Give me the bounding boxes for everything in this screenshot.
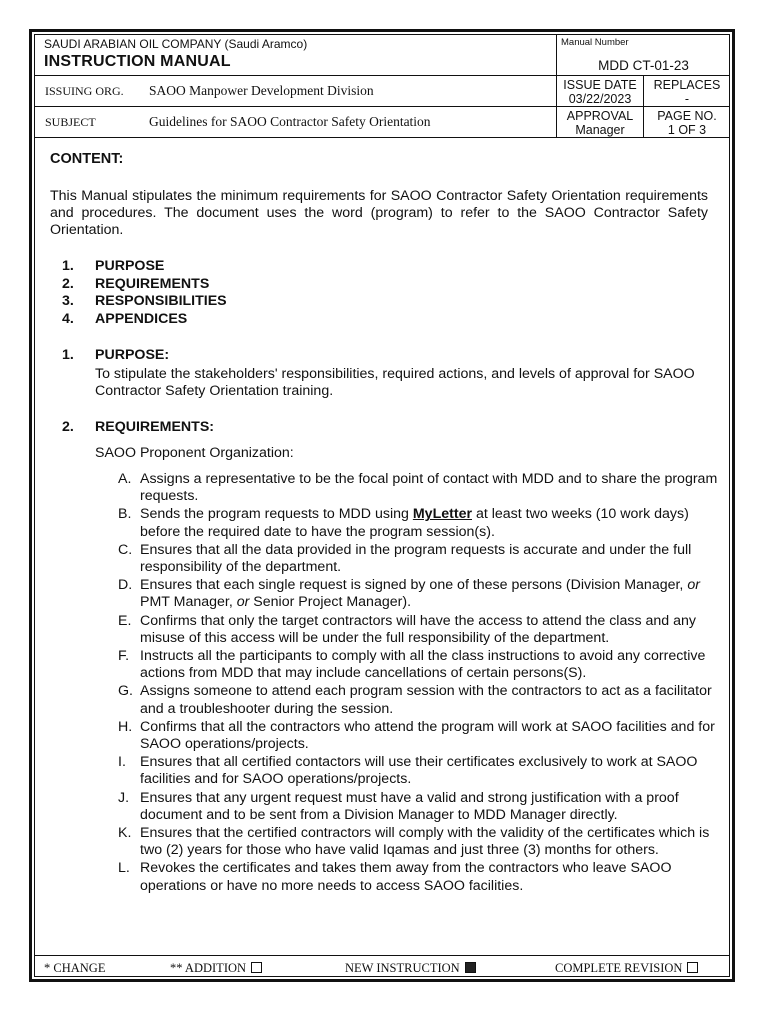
item-letter: C.: [118, 541, 133, 558]
section-number: 2.: [62, 419, 74, 435]
manual-number-label: Manual Number: [561, 37, 629, 48]
item-text: Senior Project Manager).: [249, 594, 412, 611]
item-letter: H.: [118, 718, 133, 735]
item-letter: D.: [118, 577, 133, 594]
toc-number: 4.: [62, 310, 74, 327]
myletter-link[interactable]: MyLetter: [412, 506, 472, 523]
item-letter: B.: [118, 506, 132, 523]
complete-revision-legend: [555, 961, 698, 976]
item-letter: A.: [118, 471, 132, 487]
item-text: Ensures that any urgent request must have a valid and strong justification with a proof document and to be sent from a Division Manager to MDD Manager directly.: [140, 789, 679, 823]
issue-date-label: ISSUE DATE: [563, 78, 637, 92]
header-divider: [34, 106, 556, 107]
new-instruction-legend: [345, 961, 476, 976]
toc-label: RESPONSIBILITIES: [95, 293, 227, 309]
manual-title: INSTRUCTION MANUAL: [44, 53, 231, 70]
toc-label: PURPOSE: [95, 258, 165, 274]
list-item: [118, 471, 718, 505]
addition-legend: [170, 961, 262, 976]
item-text-italic: or: [236, 594, 250, 611]
company-name: SAUDI ARABIAN OIL COMPANY (Saudi Aramco): [44, 37, 308, 51]
item-text: PMT Manager,: [140, 594, 237, 611]
item-text: Assigns someone to attend each program session with the contractors to act as a facilitator and a troubleshooter during the session.: [140, 683, 712, 717]
header-right: [557, 34, 730, 137]
section-heading: PURPOSE:: [95, 347, 170, 363]
header-left: [34, 34, 557, 137]
content-heading: CONTENT:: [50, 151, 124, 167]
approval-cell: [557, 109, 643, 137]
issue-date-cell: [557, 78, 643, 106]
list-item: [118, 719, 718, 753]
checkbox-empty-icon: [251, 962, 262, 973]
approval-value: Manager: [575, 123, 625, 137]
list-item: [118, 683, 718, 717]
change-label: * CHANGE: [44, 961, 106, 975]
change-legend: [44, 961, 105, 976]
issuing-org-value: SAOO Manpower Development Division: [149, 83, 374, 98]
item-text: Ensures that all the data provided in the program requests is accurate and under the full responsibility of the department.: [140, 541, 692, 576]
item-text: Assigns a representative to be the focal point of contact with MDD and to share the program requests.: [140, 471, 718, 505]
document-header: [34, 34, 730, 138]
list-item: [118, 613, 718, 647]
checkbox-empty-icon: [687, 962, 698, 973]
cell-divider: [557, 106, 730, 107]
list-item: [118, 754, 718, 788]
toc-number: 3.: [62, 293, 74, 309]
subject-label: SUBJECT: [45, 115, 96, 129]
item-letter: K.: [118, 825, 132, 842]
list-item: [118, 790, 718, 824]
toc-label: APPENDICES: [95, 310, 188, 327]
item-text: Ensures that all certified contactors will use their certificates exclusively to work at SAOO facilities and for SAOO operations/projects.: [140, 754, 698, 788]
section-number: 1.: [62, 347, 74, 363]
item-text: Ensures that the certified contractors will comply with the validity of the certificates which is two (2) years for those who have valid Iqamas and just three (3) months for others.: [140, 825, 710, 859]
intro-paragraph: This Manual stipulates the minimum requirements for SAOO Contractor Safety Orientation requirements and procedures. The document uses the word (program) to refer to the SAOO Contractor Safety Orientation.: [50, 188, 708, 238]
item-letter: L.: [118, 860, 130, 877]
toc-label: REQUIREMENTS: [95, 275, 210, 292]
item-letter: E.: [118, 612, 132, 629]
item-text: Confirms that only the target contractors will have the access to attend the class and any misuse of this access will be under the full responsibility of the department.: [140, 612, 696, 646]
requirements-list: [118, 471, 718, 896]
requirements-subheading: SAOO Proponent Organization:: [95, 445, 294, 461]
list-item: [118, 506, 718, 540]
manual-number-value: MDD CT-01-23: [598, 58, 689, 73]
item-letter: I.: [118, 754, 126, 771]
complete-revision-label: COMPLETE REVISION: [555, 961, 683, 975]
item-text: Ensures that each single request is signed by one of these persons (Division Manager,: [140, 577, 688, 594]
list-item: [118, 648, 718, 682]
issue-date-value: 03/22/2023: [568, 92, 632, 106]
header-divider: [34, 75, 556, 76]
page-no-value: 1 OF 3: [667, 123, 707, 137]
new-instruction-label: NEW INSTRUCTION: [345, 961, 460, 975]
list-item: [118, 577, 718, 611]
issuing-org-label: ISSUING ORG.: [45, 84, 124, 98]
item-text: Sends the program requests to MDD using: [140, 506, 413, 523]
checkbox-filled-icon: [465, 962, 476, 973]
item-letter: G.: [118, 683, 133, 700]
subject-value: Guidelines for SAOO Contractor Safety Orientation: [149, 114, 431, 129]
section-heading: REQUIREMENTS:: [95, 419, 215, 435]
revision-legend: [34, 955, 730, 978]
replaces-cell: [644, 78, 730, 106]
item-text: Confirms that all the contractors who attend the program will work at SAOO facilities and for SAOO operations/projects.: [140, 718, 715, 753]
list-item: [118, 860, 718, 894]
purpose-body: To stipulate the stakeholders' responsibilities, required actions, and levels of approval for SAOO Contractor Safety Orientation training.: [95, 366, 695, 399]
list-item: [118, 825, 718, 859]
item-text-italic: or: [687, 577, 700, 594]
toc-number: 2.: [62, 275, 74, 292]
item-letter: F.: [118, 648, 130, 665]
item-text: Instructs all the participants to comply with all the class instructions to avoid any corrective actions from MDD that may include cancellations of certain persons(S).: [140, 648, 706, 682]
approval-label: APPROVAL: [566, 109, 634, 123]
item-text: at least two weeks (10 work days) before the required date to have the program session(s).: [140, 506, 689, 540]
list-item: [118, 542, 718, 576]
page-no-cell: [644, 109, 730, 137]
item-letter: J.: [118, 789, 130, 806]
item-text: Revokes the certificates and takes them away from the contractors who leave SAOO operations or have no more needs to access SAOO facilities.: [140, 860, 672, 894]
addition-label: ** ADDITION: [170, 961, 247, 975]
page-no-label: PAGE NO.: [657, 109, 717, 123]
replaces-value: -: [684, 92, 690, 106]
replaces-label: REPLACES: [653, 78, 721, 92]
toc-number: 1.: [62, 258, 74, 274]
